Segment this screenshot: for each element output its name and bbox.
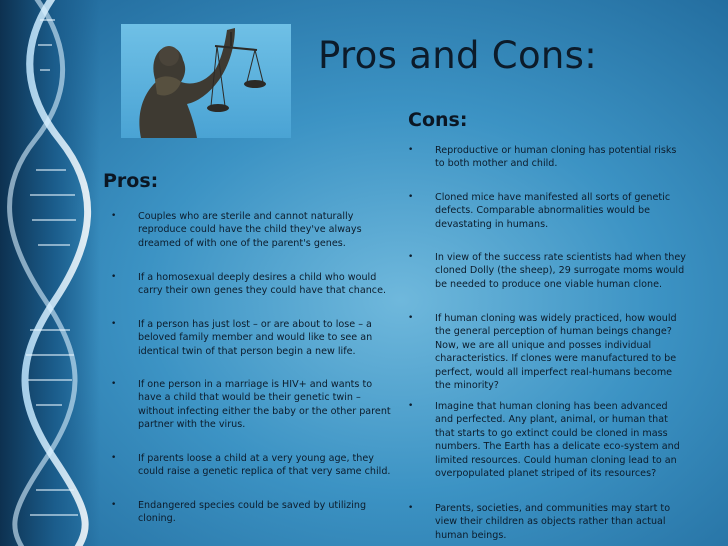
- list-item: [408, 400, 687, 480]
- bullet-icon: •: [111, 500, 117, 510]
- list-item: [111, 318, 392, 358]
- lady-justice-image: [121, 24, 291, 138]
- list-item: [111, 210, 392, 250]
- slide-title: Pros and Cons:: [318, 34, 597, 77]
- dna-helix-decoration: [0, 0, 100, 546]
- cons-heading: Cons:: [408, 109, 468, 131]
- list-item-text: Imagine that human cloning has been advanced and perfected. Any plant, animal, or human that that starts to go extinct could be cloned in mass numbers. The Earth has a delicate eco-system and limited resources. Could human cloning lead to an overpopulated planet striped of its resources?: [435, 401, 680, 480]
- list-item: [408, 312, 687, 392]
- bullet-icon: •: [111, 319, 117, 329]
- bullet-icon: •: [111, 453, 117, 463]
- list-item: [408, 191, 687, 231]
- list-item-text: In view of the success rate scientists had when they cloned Dolly (the sheep), 29 surrogate moms would be needed to produce one viable human clone.: [435, 252, 686, 290]
- list-item-text: If human cloning was widely practiced, how would the general perception of human beings change? Now, we are all unique and posses individual characteristics. If clones were manufactured to be perfect, would all imperfect real-humans become the minority?: [435, 313, 677, 392]
- list-item-text: Endangered species could be saved by utilizing cloning.: [138, 500, 367, 525]
- list-item: [408, 144, 687, 171]
- list-item-text: If a homosexual deeply desires a child who would carry their own genes they could have that chance.: [138, 272, 387, 297]
- list-item: [111, 499, 392, 526]
- list-item-text: If parents loose a child at a very young age, they could raise a genetic replica of that very same child.: [138, 453, 391, 478]
- list-item-text: If one person in a marriage is HIV+ and wants to have a child that would be their genetic twin – without infecting either the baby or the other parent partner with the virus.: [138, 379, 391, 431]
- list-item-text: Couples who are sterile and cannot naturally reproduce could have the child they've always dreamed of with one of the parent's genes.: [138, 211, 362, 249]
- list-item-text: Parents, societies, and communities may start to view their children as objects rather than actual human beings.: [435, 503, 671, 541]
- list-item: [111, 378, 392, 432]
- bullet-icon: •: [408, 252, 414, 262]
- pros-heading: Pros:: [103, 170, 159, 192]
- list-item: [408, 251, 687, 291]
- list-item: [111, 452, 392, 479]
- bullet-icon: •: [408, 401, 414, 411]
- bullet-icon: •: [111, 211, 117, 221]
- bullet-icon: •: [111, 272, 117, 282]
- bullet-icon: •: [408, 313, 414, 323]
- bullet-icon: •: [408, 192, 414, 202]
- list-item-text: Reproductive or human cloning has potential risks to both mother and child.: [435, 145, 677, 170]
- bullet-icon: •: [111, 379, 117, 389]
- bullet-icon: •: [408, 503, 414, 513]
- list-item-text: If a person has just lost – or are about to lose – a beloved family member and would like to see an identical twin of that person begin a new life.: [138, 319, 373, 357]
- list-item: [111, 271, 392, 298]
- list-item: [408, 502, 687, 542]
- bullet-icon: •: [408, 145, 414, 155]
- list-item-text: Cloned mice have manifested all sorts of genetic defects. Comparable abnormalities would be devastating in humans.: [435, 192, 671, 230]
